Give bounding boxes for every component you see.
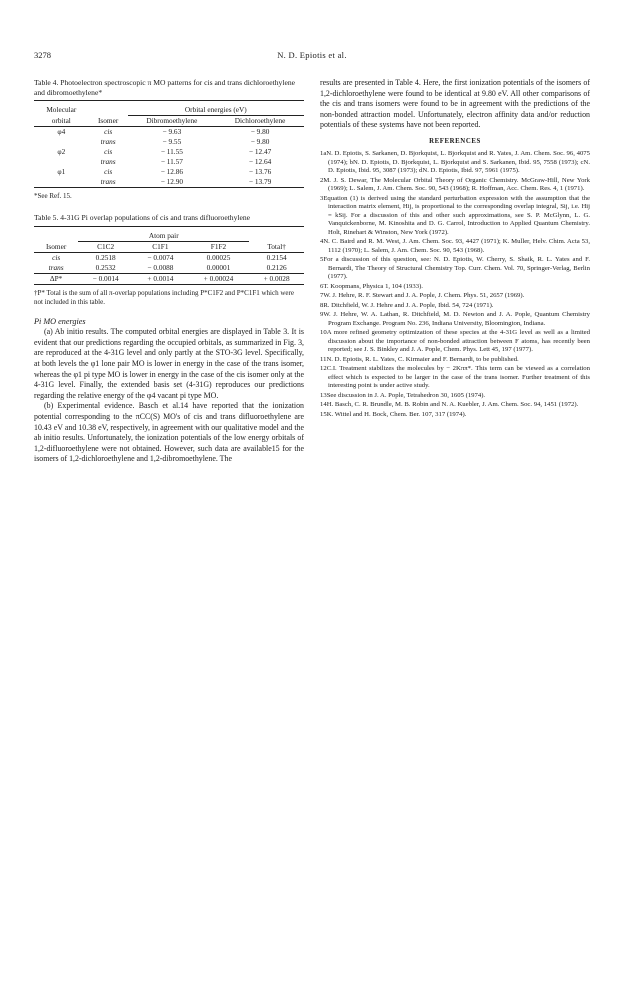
- running-head: N. D. Epiotis et al.: [277, 50, 347, 60]
- table-row: [34, 252, 304, 263]
- reference-item: 6T. Koopmans, Physica 1, 104 (1933).: [320, 282, 423, 290]
- table5-cell: − 0.0088: [147, 262, 174, 272]
- table5-delta-cell: + 0.0014: [147, 273, 174, 283]
- table5-cell: 0.2532: [95, 262, 116, 272]
- table4-header-isomer: Isomer: [98, 115, 119, 125]
- table4-cell-dibromo: − 12.86: [160, 167, 184, 177]
- paragraph-a: (a) Ab initio results. The computed orbital energies are displayed in Table 3. It is evident that our predictions regarding the occupied orbitals, as summarized in Fig. 3, are reproduced at the 4-31G level and only partly at the STO-3G level. Specifically, at both levels the φ1 lone pair MO is lower in energy in the case of the trans isomer, whereas the φ1 pi type MO is lower in energy in the case of the cis isomer only at the 4-31G level. Finally, the extended basis set (4-31G) reproduces our predictions regarding the relative energy of the φ4 vacant pi type MO.: [34, 327, 304, 400]
- page-number: 3278: [34, 50, 51, 60]
- reference-item: 1aN. D. Epiotis, S. Sarkanen, D. Bjorkquist, L. Bjorkquist and R. Yates, J. Am. Chem. Soc. 96, 4075 (1974); bN. D. Epiotis, D. Bjorkquist, L. Bjorkquist and S. Sarkanen, Ibid. 95, 7558 (1973); cN. D. Epiotis, Ibid. 95, 3087 (1973); dN. D. Epiotis, Ibid. 97, 5961 (1975).: [320, 150, 590, 175]
- table-row: [34, 263, 304, 274]
- reference-item: 11N. D. Epiotis, R. L. Yates, C. Kirmaier and F. Bernardi, to be published.: [320, 355, 519, 363]
- table4-cell-isomer: cis: [104, 147, 113, 157]
- table4-cell-dibromo: − 9.55: [162, 137, 182, 147]
- table4-cell-isomer: cis: [104, 167, 113, 177]
- table4-cell-dichloro: − 9.80: [250, 127, 270, 137]
- table4-caption: Table 4. Photoelectron spectroscopic π MO patterns for cis and trans dichloroethylene and dibromoethylene*: [34, 78, 295, 97]
- table4-cell-orbital: [34, 157, 89, 167]
- table4-group-header: Orbital energies (eV): [128, 101, 304, 116]
- table5-header-2: C1F1: [152, 241, 169, 251]
- reference-item: 15K. Wittel and H. Bock, Chem. Ber. 107, 317 (1974).: [320, 410, 467, 418]
- table5-delta-cell: + 0.0028: [263, 273, 290, 283]
- table5-caption: Table 5. 4-31G Pi overlap populations of cis and trans difluoroethylene: [34, 213, 251, 223]
- table-row: [34, 127, 304, 138]
- table5-cell: trans: [48, 262, 64, 272]
- table4-header-molecular: Molecular: [46, 105, 77, 115]
- paragraph-b: (b) Experimental evidence. Basch et al.14 have reported that the ionization potential corresponding to the πCC(S) MO's of cis and trans difluoroethylene are 10.43 eV and 10.38 eV, respectively, in agreement with our qualitative model and the ab initio results. Unfortunately, the ionization potentials of the low energy orbitals of 1,2-difluoroethylene were not obtained. However, such data are available15 for the isomers of 1,2-dichloroethylene and 1,2-dibromoethylene. The: [34, 401, 304, 464]
- table5-cell: 0.00025: [206, 252, 231, 262]
- table4-cell-isomer: trans: [100, 137, 116, 147]
- page-header: [0, 50, 624, 66]
- table5-delta-cell: ΔP*: [49, 273, 63, 283]
- table4-cell-dichloro: − 13.76: [248, 167, 272, 177]
- table5-cell: 0.2154: [266, 252, 287, 262]
- reference-item: 14H. Basch, C. R. Brundle, M. B. Robin and N. A. Kuebler, J. Am. Chem. Soc. 94, 1451 (1972).: [320, 401, 579, 409]
- table4-header-dibromo: Dibromoethylene: [146, 116, 198, 126]
- table4-cell-dibromo: − 11.55: [160, 147, 183, 157]
- reference-item: 9W. J. Hehre, W. A. Lathan, R. Ditchfield, M. D. Newton and J. A. Pople, Quantum Chemistry Program Exchange. Program No. 236, Indiana University, Bloomington, Indiana.: [320, 311, 590, 327]
- reference-item: 4N. C. Baird and R. M. West, J. Am. Chem. Soc. 93, 4427 (1971); K. Muller, Helv. Chim. Acta 53, 1112 (1970); L. Salem, J. Am. Chem. Soc. 90, 543 (1968).: [320, 238, 590, 254]
- reference-item: 2M. J. S. Dewar, The Molecular Orbital Theory of Organic Chemistry. McGraw-Hill, New York (1969); L. Salem, J. Am. Chem. Soc. 90, 543 (1968); R. Hoffman, Acc. Chem. Res. 4, 1 (1971).: [320, 176, 590, 193]
- table5-footnote: †P* Total is the sum of all π-overlap populations including P*C1F2 and P*C1F1 which were not included in this table.: [34, 288, 294, 306]
- table5-group-header: Atom pair: [78, 226, 249, 241]
- table5-cell: − 0.0074: [147, 252, 174, 262]
- reference-item: 7W. J. Hehre, R. F. Stewart and J. A. Pople, J. Chem. Phys. 51, 2657 (1969).: [320, 292, 525, 300]
- table-row: [34, 167, 304, 177]
- table5-header-0: Isomer: [46, 241, 67, 251]
- table4-header-dichloro: Dichloroethylene: [234, 116, 286, 126]
- table5-delta-cell: − 0.0014: [92, 273, 119, 283]
- reference-item: 12C.I. Treatment stabilizes the molecules by − 2Kππ*. This term can be viewed as a correlation effect which is expected to be larger in the case of the trans isomer. Further treatment of this interesting point is under active study.: [320, 365, 590, 390]
- right-column: [320, 78, 590, 420]
- table4-cell-dibromo: − 12.90: [160, 177, 184, 187]
- reference-item: 8R. Ditchfield, W. J. Hehre and J. A. Pople, Ibid. 54, 724 (1971).: [320, 301, 494, 309]
- results-paragraph: results are presented in Table 4. Here, the first ionization potentials of the isomers of 1,2-dichloroethylene were found to be identical at 9.80 eV. All other comparisons of the cis and trans isomers were found to be in agreement with the predictions of the non-bonded attraction model. Unfortunately, electron affinity data and/or reduction potentials of these systems have not been reported.: [320, 78, 590, 130]
- references-list: [320, 150, 590, 419]
- reference-item: 13See discussion in J. A. Pople, Tetrahedron 30, 1605 (1974).: [320, 391, 486, 399]
- table4-cell-orbital: [34, 177, 89, 187]
- table4-header-orbital: orbital: [51, 115, 71, 125]
- table5-cell: 0.00001: [206, 262, 231, 272]
- table5-header-3: F1F2: [210, 241, 227, 251]
- table4-cell-isomer: trans: [100, 157, 116, 167]
- table4-cell-orbital: φ2: [57, 147, 66, 157]
- table4-cell-orbital: φ1: [57, 167, 66, 177]
- table4-cell-isomer: trans: [100, 177, 116, 187]
- table5-cell: cis: [52, 252, 61, 262]
- table5-cell: 0.2518: [95, 252, 116, 262]
- references-heading: REFERENCES: [429, 137, 481, 145]
- table5-cell: 0.2126: [266, 262, 287, 272]
- table5-header-4: Total†: [267, 241, 286, 251]
- table4-footnote: *See Ref. 15.: [34, 192, 72, 201]
- table4-cell-dichloro: − 12.64: [248, 157, 272, 167]
- reference-item: 5For a discussion of this question, see: N. D. Epiotis, W. Cherry, S. Shaik, R. L. Yates and F. Bernardi, The Theory of Structural Chemistry Top. Curr. Chem. Vol. 70, Springer-Verlag, Berlin (1977).: [320, 256, 590, 281]
- left-column: [34, 78, 304, 465]
- table4-cell-dibromo: − 11.57: [160, 157, 183, 167]
- table4-cell-dichloro: − 13.79: [248, 177, 272, 187]
- table-row: [34, 177, 304, 187]
- table5-delta-row: [34, 273, 304, 284]
- section-heading: Pi MO energies: [34, 316, 86, 326]
- table4-cell-orbital: φ4: [57, 127, 66, 137]
- reference-item: 3Equation (1) is derived using the standard perturbation expression with the assumption that the interaction matrix element, Hij, is proportional to the corresponding overlap integral, Sij, i.e. Hij = kSij. For a discussion of this and other such approximations, see S. P. McGlynn, L. G. Vanquickenborne, M. Kinoshita and D. G. Carrol, Introduction to Applied Quantum Chemistry. Holt, Rinehart & Winston, New York (1972).: [320, 194, 590, 236]
- reference-item: 10A more refined geometry optimization of these species at the 4-31G level as well as a limited discussion about the importance of non-bonded attraction between F atoms, has recently been reported; see J. S. Binkley and J. A. Pople, Chem. Phys. Lett 45, 197 (1977).: [320, 329, 590, 354]
- table-row: [34, 137, 304, 147]
- table5-delta-cell: + 0.00024: [203, 273, 234, 283]
- table4-cell-dichloro: − 9.80: [250, 137, 270, 147]
- table4-cell-orbital: [34, 137, 89, 147]
- table-row: [34, 157, 304, 167]
- table5-header-1: C1C2: [97, 241, 115, 251]
- table4: [34, 100, 304, 187]
- table5: [34, 226, 304, 285]
- table4-cell-dibromo: − 9.63: [162, 127, 182, 137]
- table4-cell-dichloro: − 12.47: [248, 147, 272, 157]
- table4-cell-isomer: cis: [104, 127, 113, 137]
- table-row: [34, 147, 304, 157]
